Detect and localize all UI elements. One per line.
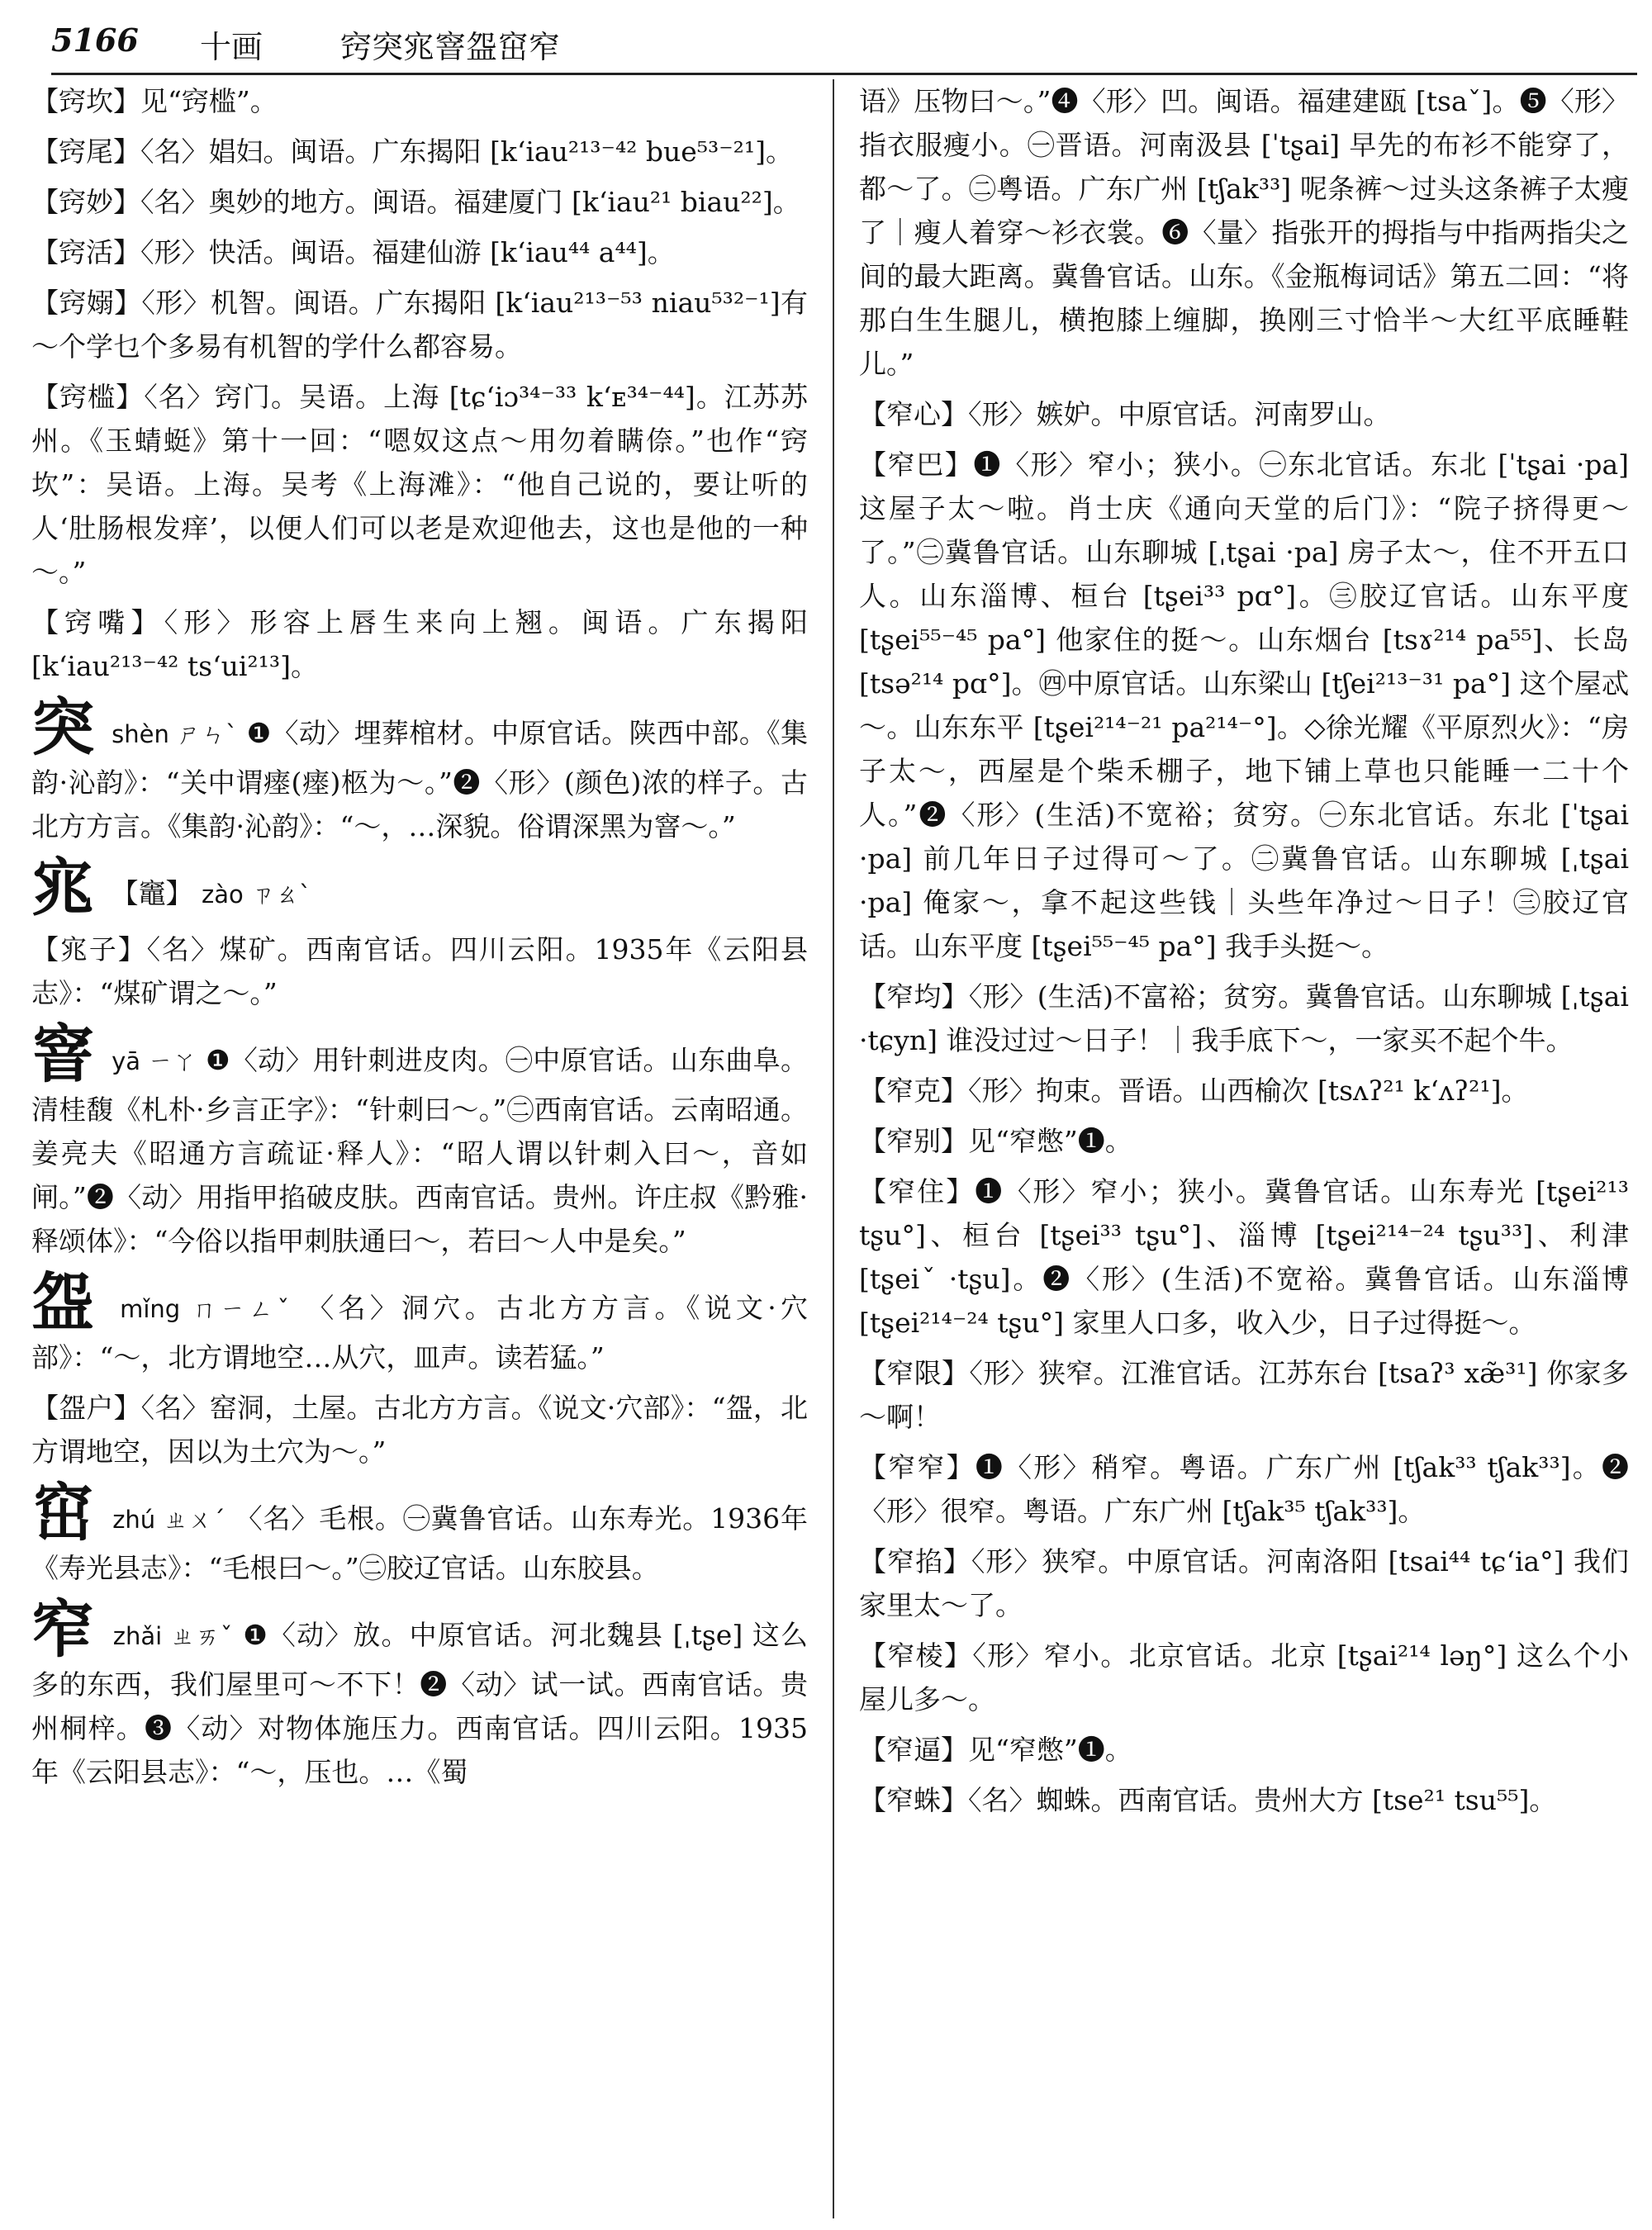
definition: ❶〈动〉放。中原官话。河北魏县 [ˌtʂe] 这么多的东西，我们屋里可～不下！❷〈动〉试一试。西南官话。贵州桐梓。❸〈动〉对物体施压力。西南官话。四川云阳。1935年《云阳县志》：“～，压也。…《蜀 <box>31 1619 808 1788</box>
entry: 【窄克】〈形〉拘束。晋语。山西榆次 [tsʌʔ²¹ k‘ʌʔ²¹]。 <box>859 1075 1529 1107</box>
head-character: 窨 <box>31 1018 95 1091</box>
head-character: 盌 <box>31 1265 99 1339</box>
head-character: 突 <box>31 690 95 764</box>
definition: 〈名〉洞穴。古北方方言。《说文·穴部》：“～，北方谓地空…从穴，皿声。读若猛。” <box>31 1292 808 1374</box>
section-label: 十画 <box>200 29 263 65</box>
entry: 【窄棱】〈形〉窄小。北京官话。北京 [tʂai²¹⁴ ləŋ°] 这么个小屋儿多～。 <box>859 1639 1629 1715</box>
entry: 【窄掐】〈形〉狭窄。中原官话。河南洛阳 [tsai⁴⁴ tɕ‘ia°] 我们家里太～了。 <box>859 1545 1629 1621</box>
page-header <box>51 15 1637 75</box>
entry: 【窄别】见“窄憋”❶。 <box>859 1125 1132 1157</box>
entry: 【窄限】〈形〉狭窄。江淮官话。江苏东台 [tsaʔ³ xæ̃³¹] 你家多～啊！ <box>859 1357 1629 1433</box>
page-number: 5166 <box>51 21 139 59</box>
head-character: 窄 <box>31 1592 96 1666</box>
entry: 【窄逼】见“窄憋”❶。 <box>859 1734 1132 1766</box>
head-character-entry <box>31 1018 808 1263</box>
entry: 语》压物曰～。”❹〈形〉凹。闽语。福建建瓯 [tsaˇ]。❺〈形〉指衣服瘦小。㊀晋语。河南汲县 [ˈtʂai] 早先的布衫不能穿了，都～了。㊁粤语。广东广州 [tʃak³³] 呢条裤～过头这条裤子太瘦了｜瘦人着穿～衫衣裳。❻〈量〉指张开的拇指与中指两指尖之间的最大距离。冀鲁官话。山东。《金瓶梅词话》第五二回：“将那白生生腿儿，横抱膝上缠脚，换刚三寸恰半～大红平底睡鞋儿。” <box>859 85 1629 380</box>
pinyin: zhǎi ㄓㄞˇ <box>112 1622 234 1650</box>
entry: 【窍嫋】〈形〉机智。闽语。广东揭阳 [k‘iau²¹³⁻⁵³ niau⁵³²⁻¹]有～个学乜个多易有机智的学什么都容易。 <box>31 287 808 363</box>
head-character-entry <box>31 690 808 848</box>
head-character-entry <box>31 1476 808 1590</box>
entry: 【窍槛】〈名〉窍门。吴语。上海 [tɕ‘iɔ³⁴⁻³³ k‘ᴇ³⁴⁻⁴⁴]。江苏苏州。《玉蜻蜓》第十一回：“嗯奴这点～用勿着瞒倷。”也作“窍坎”：吴语。上海。吴考《上海滩》：“他自己说的，要让听的人‘肚肠根发痒’，以便人们可以老是欢迎他去，这也是他的一种～。” <box>31 381 808 588</box>
head-character: 宨 <box>31 851 94 924</box>
entry: 【窄均】〈形〉(生活)不富裕；贫穷。冀鲁官话。山东聊城 [ˌtʂai ·tɕyn] 谁没过过～日子！｜我手底下～，一家买不起个牛。 <box>859 980 1629 1056</box>
right-column <box>859 79 1629 2218</box>
entry: 【窄心】〈形〉嫉妒。中原官话。河南罗山。 <box>859 398 1391 430</box>
entry: 【窄窄】❶〈形〉稍窄。粤语。广东广州 [tʃak³³ tʃak³³]。❷〈形〉很窄。粤语。广东广州 [tʃak³⁵ tʃak³³]。 <box>859 1451 1629 1527</box>
definition: ❶〈动〉埋葬棺材。中原官话。陕西中部。《集韵·沁韵》：“关中谓瘗(瘗)柩为～。”❷〈形〉(颜色)浓的样子。古北方方言。《集韵·沁韵》：“～，…深貌。俗谓深黑为窨～。” <box>31 717 808 842</box>
pinyin: yā ㄧㄚ <box>112 1047 197 1075</box>
column-divider <box>833 79 834 2218</box>
pinyin: zhú ㄓㄨˊ <box>112 1506 226 1534</box>
head-character-entry <box>31 1592 808 1794</box>
pinyin: mǐng ㄇㄧㄥˇ <box>120 1295 294 1323</box>
entry: 【窍活】〈形〉快活。闽语。福建仙游 [k‘iau⁴⁴ a⁴⁴]。 <box>31 236 675 268</box>
entry: 【盌户】〈名〉窑洞，土屋。古北方方言。《说文·穴部》：“盌，北方谓地空，因以为土穴为～。” <box>31 1392 808 1468</box>
entry: 【窄住】❶〈形〉窄小；狭小。冀鲁官话。山东寿光 [tʂei²¹³ tʂu°]、桓台 [tʂei³³ tʂu°]、淄博 [tʂei²¹⁴⁻²⁴ tʂu³³]、利津 [tʂeiˇ ·tʂu]。❷〈形〉(生活)不宽裕。冀鲁官话。山东淄博 [tʂei²¹⁴⁻²⁴ tʂu°] 家里人口多，收入少，日子过得挺～。 <box>859 1175 1629 1339</box>
head-character-entry <box>31 1265 808 1379</box>
header-title: 窍突宨窨盌窋窄 <box>340 29 561 65</box>
entry: 【窄巴】❶〈形〉窄小；狭小。㊀东北官话。东北 [ˈtʂai ·pa] 这屋子太～啦。肖士庆《通向天堂的后门》：“院子挤得更～了。”㊁冀鲁官话。山东聊城 [ˌtʂai ·pa] 房子太～，住不开五口人。山东淄博、桓台 [tʂei³³ pɑ°]。㊂胶辽官话。山东平度 [tʂei⁵⁵⁻⁴⁵ pa°] 他家住的挺～。山东烟台 [tsɤ²¹⁴ pa⁵⁵]、长岛 [tsə²¹⁴ pɑ°]。㊃中原官话。山东梁山 [tʃei²¹³⁻³¹ pa°] 这个屋忒～。山东东平 [tʂei²¹⁴⁻²¹ pa²¹⁴⁻°]。◇徐光耀《平原烈火》：“房子太～，西屋是个柴禾棚子，地下铺上草也只能睡一二十个人。”❷〈形〉(生活)不宽裕；贫穷。㊀东北官话。东北 [ˈtʂai ·pa] 前几年日子过得可～了。㊁冀鲁官话。山东聊城 [ˌtʂai ·pa] 俺家～，拿不起这些钱｜头些年净过～日子！㊂胶辽官话。山东平度 [tʂei⁵⁵⁻⁴⁵ pa°] 我手头挺～。 <box>859 448 1629 962</box>
definition: 〈名〉毛根。㊀冀鲁官话。山东寿光。1936年《寿光县志》：“毛根曰～。”㊁胶辽官话。山东胶县。 <box>31 1502 808 1584</box>
definition: ❶〈动〉用针刺进皮肉。㊀中原官话。山东曲阜。清桂馥《札朴·乡言正字》：“针刺曰～。”㊁西南官话。云南昭通。姜亮夫《昭通方言疏证·释人》：“昭人谓以针刺入曰～，音如闸。”❷〈动〉用指甲掐破皮肤。西南官话。贵州。许庄叔《黔雅·释颂体》：“今俗以指甲刺肤通曰～，若曰～人中是矣。” <box>31 1044 808 1257</box>
entry: 【窍嘴】〈形〉形容上唇生来向上翘。闽语。广东揭阳 [k‘iau²¹³⁻⁴² ts‘ui²¹³]。 <box>31 606 808 682</box>
entry: 【窍妙】〈名〉奥妙的地方。闽语。福建厦门 [k‘iau²¹ biau²²]。 <box>31 186 800 218</box>
variant-form: 【竈】 <box>111 877 193 909</box>
pinyin: shèn ㄕㄣˋ <box>112 720 238 748</box>
head-character: 窋 <box>31 1476 95 1549</box>
entry: 【窄蛛】〈名〉蜘蛛。西南官话。贵州大方 [tse²¹ tsu⁵⁵]。 <box>859 1784 1557 1816</box>
pinyin: zào ㄗㄠˋ <box>202 880 311 909</box>
entry: 【窍尾】〈名〉娼妇。闽语。广东揭阳 [k‘iau²¹³⁻⁴² bue⁵³⁻²¹]。 <box>31 135 794 168</box>
head-character-entry <box>31 851 808 924</box>
left-column <box>31 79 808 2218</box>
entry: 【宨子】〈名〉煤矿。西南官话。四川云阳。1935年《云阳县志》：“煤矿谓之～。” <box>31 933 808 1009</box>
entry: 【窍坎】见“窍槛”。 <box>31 85 278 117</box>
